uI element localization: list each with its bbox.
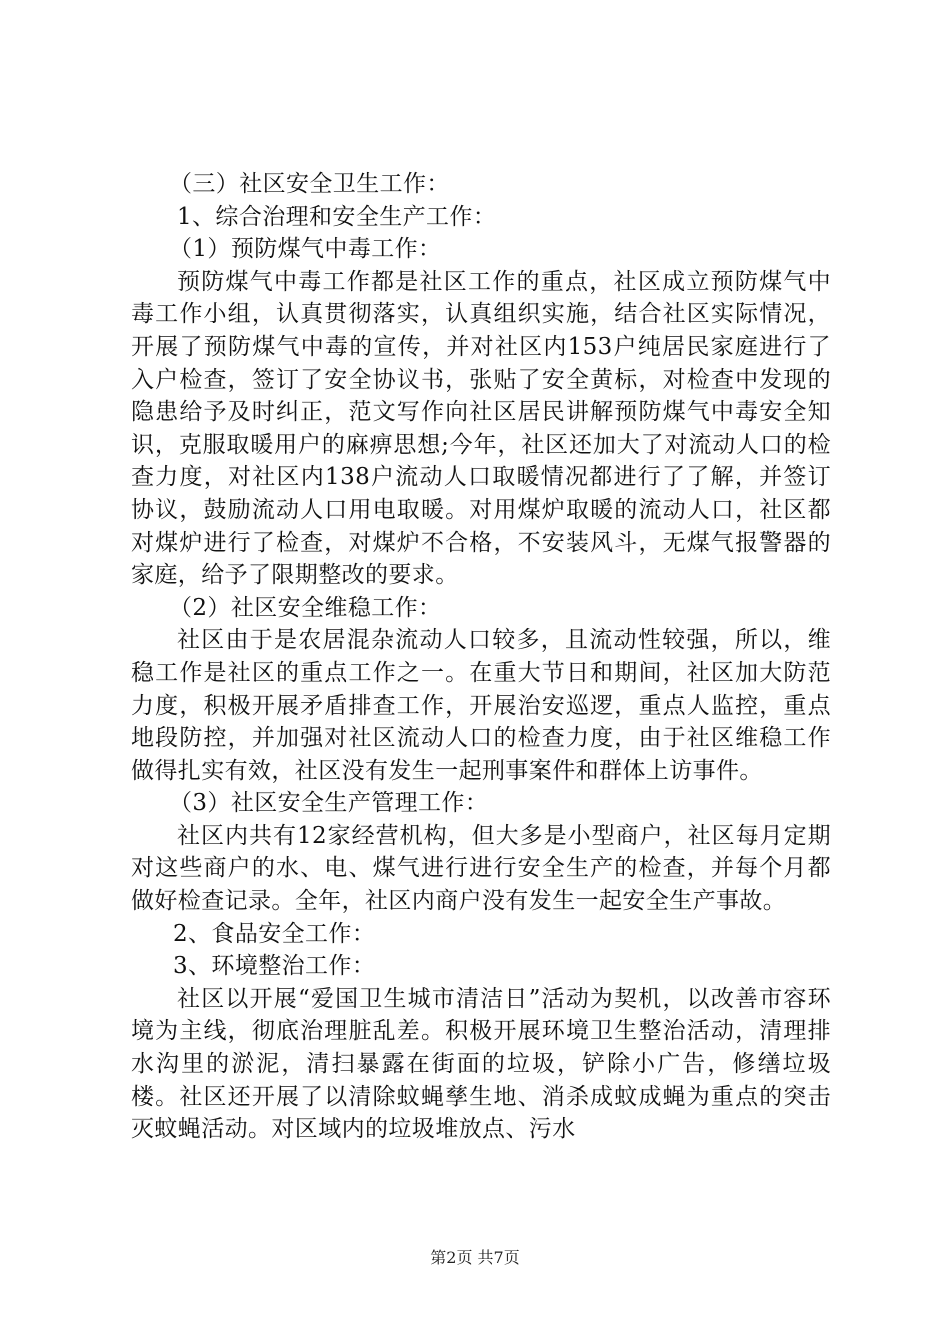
paragraph-stability: 社区由于是农居混杂流动人口较多，且流动性较强，所以，维稳工作是社区的重点工作之一。在重大节日和期间，社区加大防范力度，积极开展矛盾排查工作，开展治安巡逻，重点人监控，重点地段防控，并加强对社区流动人口的检查力度，由于社区维稳工作做得扎实有效，社区没有发生一起刑事案件和群体上访事件。 [131,627,831,784]
heading-item-2: 2、食品安全工作： [173,920,376,947]
heading-sub-1: （1）预防煤气中毒工作： [169,236,442,263]
heading-sub-2: （2）社区安全维稳工作： [169,594,442,621]
heading-item-3: 3、环境整治工作： [173,953,376,980]
page-number-footer: 第2页 共7页 [430,1248,520,1267]
paragraph-production-safety: 社区内共有12家经营机构，但大多是小型商户，社区每月定期对这些商户的水、电、煤气进行进行安全生产的检查，并每个月都做好检查记录。全年，社区内商户没有发生一起安全生产事故。 [131,822,831,915]
paragraph-environment: 社区以开展“爱国卫生城市清洁日”活动为契机，以改善市容环境为主线，彻底治理脏乱差。积极开展环境卫生整治活动，清理排水沟里的淤泥，清扫暴露在街面的垃圾，铲除小广告，修缮垃圾楼。社区还开展了以清除蚊蝇孳生地、消杀成蚊成蝇为重点的突击灭蚊蝇活动。对区域内的垃圾堆放点、污水 [131,985,831,1143]
document-body [131,168,831,1146]
heading-item-1: 1、综合治理和安全生产工作： [177,203,497,230]
heading-sub-3: （3）社区安全生产管理工作： [169,790,489,817]
paragraph-gas-prevention: 预防煤气中毒工作都是社区工作的重点，社区成立预防煤气中毒工作小组，认真贯彻落实，认真组织实施，结合社区实际情况，开展了预防煤气中毒的宣传，并对社区内153户纯居民家庭进行了入户检查，签订了安全协议书，张贴了安全黄标，对检查中发现的隐患给予及时纠正，范文写作向社区居民讲解预防煤气中毒安全知识，克服取暖用户的麻痹思想;今年，社区还加大了对流动人口的检查力度，对社区内138户流动人口取暖情况都进行了了解，并签订协议，鼓励流动人口用电取暖。对用煤炉取暖的流动人口，社区都对煤炉进行了检查，对煤炉不合格，不安装风斗，无煤气报警器的家庭，给予了限期整改的要求。 [131,268,831,589]
heading-section-3: （三）社区安全卫生工作： [169,171,450,197]
